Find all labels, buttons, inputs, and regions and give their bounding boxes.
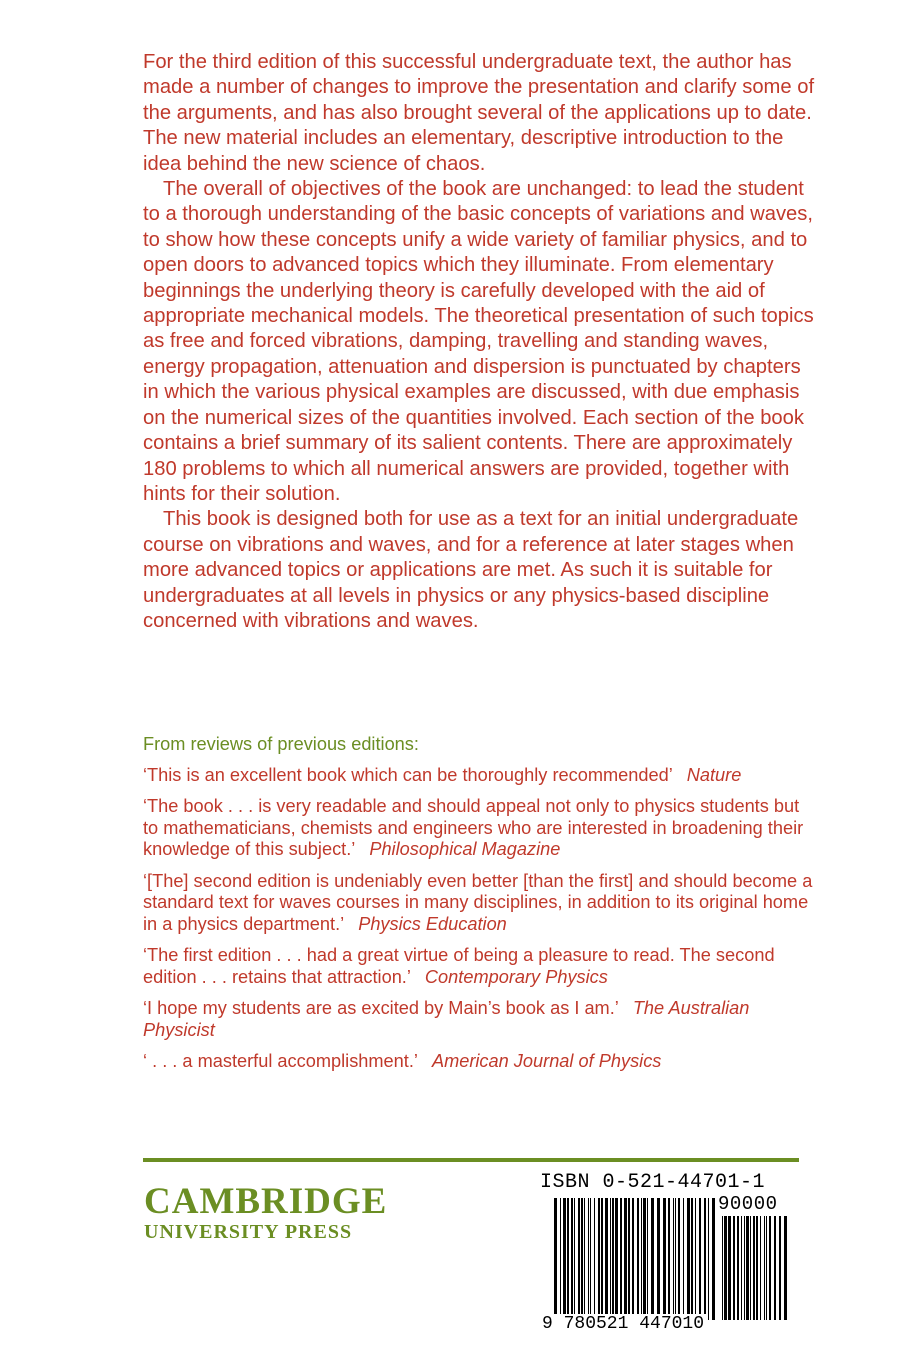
review-quote: ‘[The] second edition is undeniably even better [than the first] and should become a standard text for waves courses in many disciplines, in addition to its original home in a physics department.’: [143, 870, 813, 934]
barcode-bar: [724, 1216, 727, 1320]
barcode-bar: [663, 1198, 666, 1320]
barcode-bar: [598, 1198, 600, 1320]
blurb-paragraph: The overall of objectives of the book are unchanged: to lead the student to a thorough understanding of the basic concepts of variations and waves, to show how these concepts unify a wide variety of familiar physics, and to open doors to advanced topics which they illuminate. From elementary beginnings the underlying theory is carefully developed with the aid of appropriate mechanical models. The theoretical presentation of such topics as free and forced vibrations, damping, travelling and standing waves, energy propagation, attenuation and dispersion is punctuated by chapters in which the various physical examples are discussed, with due emphasis on the numerical sizes of the quantities involved. Each section of the book contains a brief summary of its salient contents. There are approximately 180 problems to which all numerical answers are provided, together with hints for their solution.: [143, 178, 814, 505]
barcode-bar: [756, 1216, 758, 1320]
barcode-bar: [567, 1198, 569, 1320]
barcode-bar: [691, 1198, 693, 1320]
barcode-bar: [753, 1216, 755, 1320]
barcode-bar: [574, 1198, 575, 1320]
barcode-bar: [610, 1198, 611, 1320]
barcode-addon-bars: [722, 1216, 790, 1320]
review-quote: ‘ . . . a masterful accomplishment.’: [143, 1051, 418, 1071]
barcode-bar: [784, 1216, 787, 1320]
barcode-bar: [779, 1216, 781, 1320]
barcode-bar: [695, 1198, 696, 1320]
barcode-bar: [588, 1198, 589, 1320]
barcode-bar: [628, 1198, 630, 1320]
barcode-bar: [722, 1216, 723, 1320]
review-source: American Journal of Physics: [431, 1051, 662, 1071]
barcode-bar: [704, 1198, 706, 1320]
barcode-bar: [581, 1198, 583, 1320]
barcode-bar: [744, 1216, 745, 1320]
barcode-bar: [733, 1216, 735, 1320]
barcode-bar: [687, 1198, 690, 1320]
barcode-bar: [760, 1216, 761, 1320]
publisher-logo: [144, 1183, 387, 1243]
barcode-bar: [769, 1216, 771, 1320]
barcode-bar: [643, 1198, 646, 1320]
barcode-bar: [673, 1198, 674, 1320]
barcode-bar: [668, 1198, 670, 1320]
barcode-bar: [637, 1198, 639, 1320]
barcode-bar: [647, 1198, 648, 1320]
barcode-bar: [750, 1216, 751, 1320]
review-item: [143, 1051, 815, 1073]
barcode-bar: [764, 1216, 765, 1320]
blurb-paragraph: For the third edition of this successful undergraduate text, the author has made a number of changes to improve the presentation and clarify some of the arguments, and has also brought several of the applications up to date. The new material includes an elementary, descriptive introduction to the idea behind the new science of chaos.: [143, 51, 815, 175]
isbn-barcode: [536, 1172, 798, 1340]
review-source: Contemporary Physics: [424, 966, 608, 987]
review-source: Nature: [686, 764, 742, 785]
barcode-bar: [560, 1198, 561, 1320]
barcode-bar: [605, 1198, 608, 1320]
review-quote: ‘The first edition . . . had a great virtue of being a pleasure to read. The second edition . . . retains that attraction.’: [143, 945, 775, 987]
barcode-bar: [563, 1198, 566, 1320]
barcode-bar: [675, 1198, 676, 1320]
barcode-bar: [615, 1198, 618, 1320]
barcode-bar: [774, 1216, 776, 1320]
barcode-bar: [554, 1198, 557, 1320]
review-item: [143, 796, 815, 861]
barcode-number: 9 780521 447010: [542, 1314, 705, 1334]
publisher-subname: UNIVERSITY PRESS: [144, 1221, 353, 1243]
barcode-bar: [683, 1198, 684, 1320]
barcode-bar: [651, 1198, 654, 1320]
review-item: [143, 871, 815, 936]
barcode-bars: [554, 1198, 716, 1320]
publisher-name: CAMBRIDGE: [144, 1181, 388, 1222]
barcode-bar: [678, 1198, 680, 1320]
barcode-bar: [584, 1198, 585, 1320]
barcode-bar: [641, 1198, 642, 1320]
isbn-text: ISBN 0-521-44701-1: [540, 1171, 766, 1194]
review-list: [143, 765, 815, 1073]
review-source: Philosophical Magazine: [369, 839, 561, 859]
review-item: [143, 765, 815, 787]
barcode-bar: [578, 1198, 580, 1320]
barcode-bar: [601, 1198, 603, 1320]
barcode-bar: [590, 1198, 591, 1320]
blurb-paragraph: This book is designed both for use as a text for an initial undergraduate course on vibrations and waves, and for a reference at later stages when more advanced topics or applications are met. As such it is suitable for undergraduates at all levels in physics or any physics-based discipline concerned with vibrations and waves.: [143, 508, 799, 632]
reviews-heading: From reviews of previous editions:: [143, 734, 419, 754]
barcode-bar: [632, 1198, 634, 1320]
review-item: [143, 945, 815, 988]
barcode-bar: [612, 1198, 614, 1320]
divider-rule: [143, 1158, 799, 1162]
review-source: Physics Education: [358, 913, 507, 934]
barcode-bar: [712, 1198, 715, 1320]
review-quote: ‘This is an excellent book which can be thoroughly recommended’: [143, 764, 673, 785]
barcode-bar: [699, 1198, 701, 1320]
review-quote: ‘The book . . . is very readable and should appeal not only to physics students but to mathematicians, chemists and engineers who are interested in broadening their knowledge of this subject.’: [143, 796, 804, 859]
barcode-bar: [766, 1216, 767, 1320]
barcode-bar: [624, 1198, 627, 1320]
reviews-section: [143, 734, 815, 1083]
barcode-bar: [737, 1216, 739, 1320]
barcode-bar: [571, 1198, 573, 1320]
barcode-bar: [728, 1216, 731, 1320]
blurb-text: [143, 50, 815, 634]
barcode-bar: [620, 1198, 622, 1320]
review-item: [143, 998, 815, 1041]
barcode-bar: [708, 1198, 709, 1320]
barcode-bar: [746, 1216, 749, 1320]
barcode-bar: [594, 1198, 595, 1320]
barcode-addon-number: 90000: [718, 1193, 778, 1215]
review-source: The Australian Physicist: [143, 998, 750, 1040]
barcode-bar: [657, 1198, 660, 1320]
barcode-bar: [741, 1216, 742, 1320]
review-quote: ‘I hope my students are as excited by Main’s book as I am.’: [143, 998, 619, 1018]
